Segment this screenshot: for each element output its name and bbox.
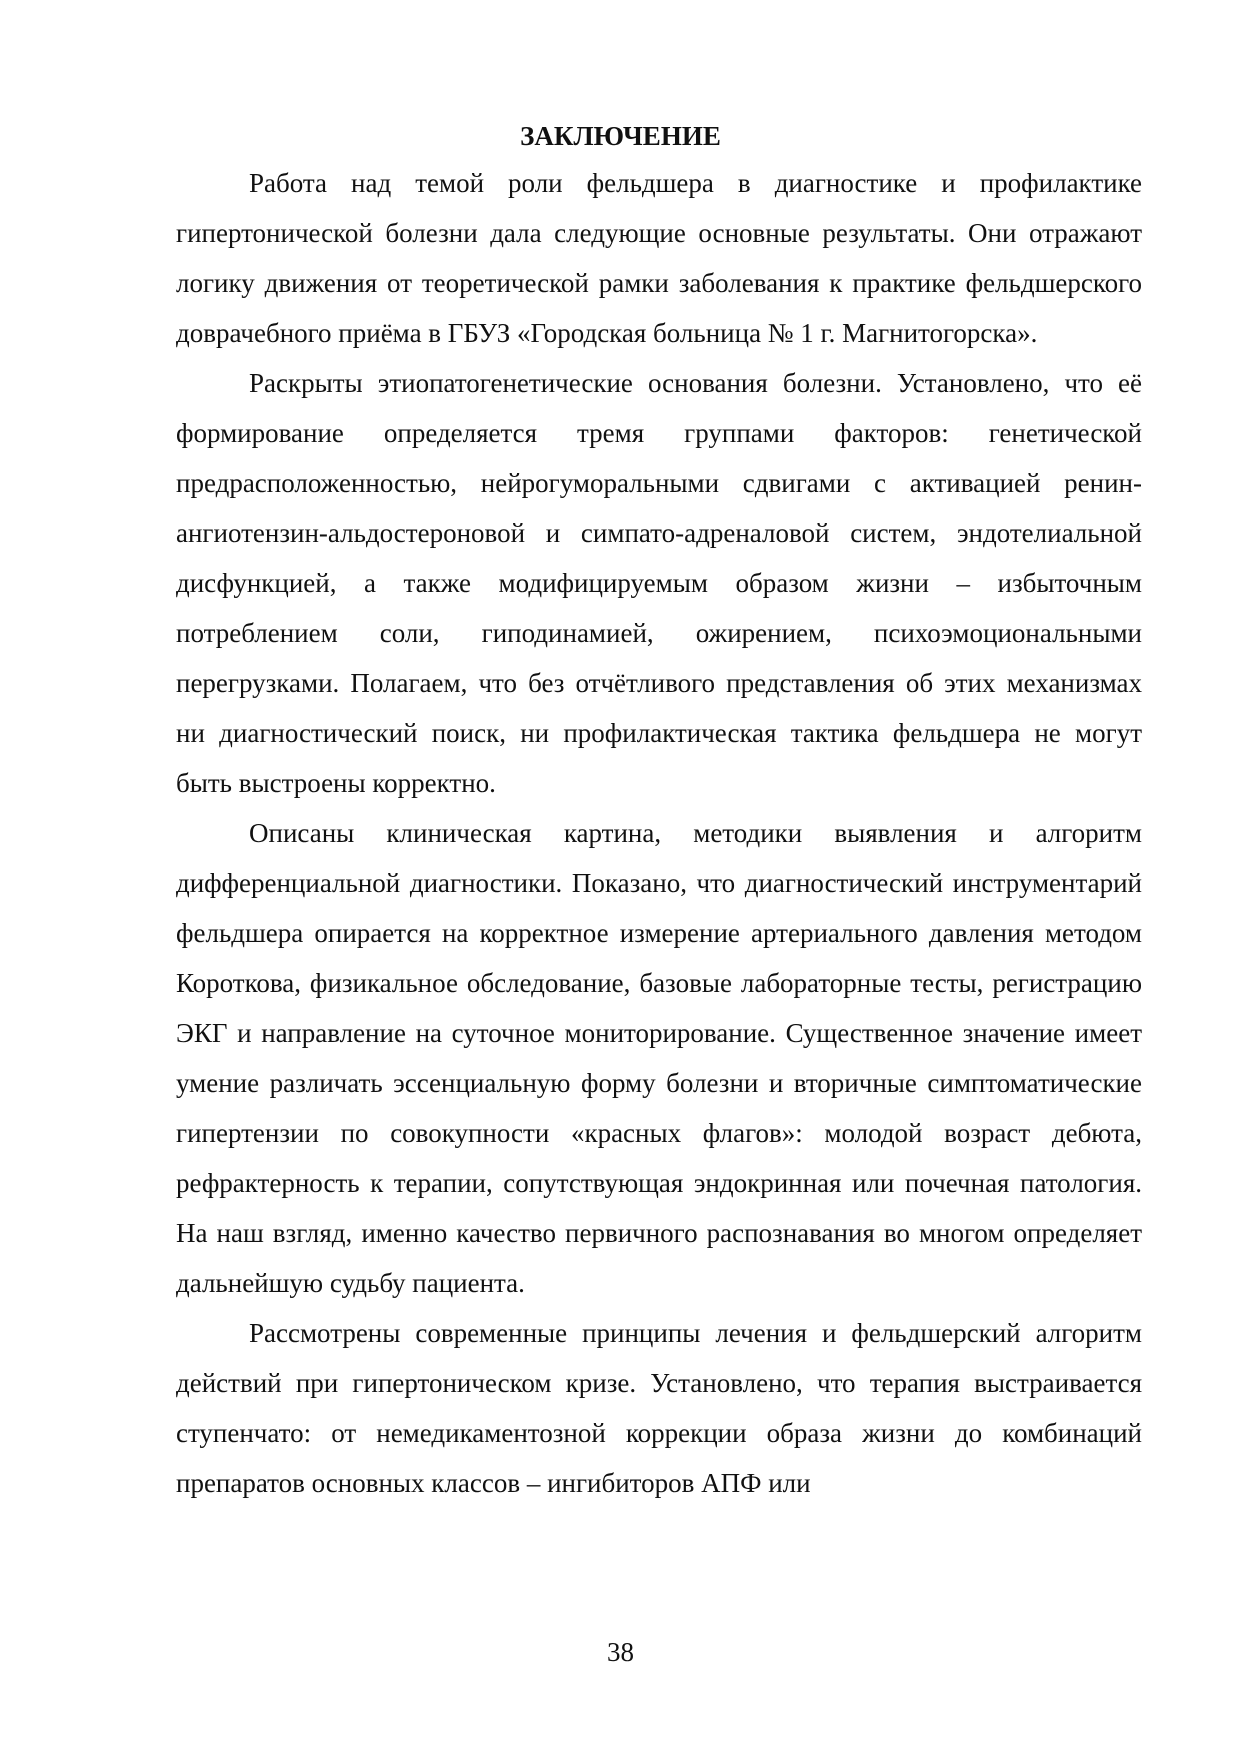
paragraph-4: Рассмотрены современные принципы лечения и фельдшерский алгоритм действий при гипертоническом кризе. Установлено, что терапия выстраивается ступенчато: от немедикаментозной коррекции образа жизни до комбинаций препаратов основных классов – ингибиторов АПФ или bbox=[176, 1318, 1142, 1498]
page-number: 38 bbox=[607, 1637, 634, 1667]
paragraph-2: Раскрыты этиопатогенетические основания болезни. Установлено, что её формирование определяется тремя группами факторов: генетической предрасположенностью, нейрогуморальными сдвигами с активацией ренин-ангиотензин-альдостероновой и симпато-адреналовой систем, эндотелиальной дисфункцией, а также модифицируемым образом жизни – избыточным потреблением соли, гиподинамией, ожирением, психоэмоциональными перегрузками. Полагаем, что без отчётливого представления об этих механизмах ни диагностический поиск, ни профилактическая тактика фельдшера не могут быть выстроены корректно. bbox=[176, 368, 1142, 798]
paragraph-1: Работа над темой роли фельдшера в диагностике и профилактике гипертонической болезни дала следующие основные результаты. Они отражают логику движения от теоретической рамки заболевания к практике фельдшерского доврачебного приёма в ГБУЗ «Городская больница № 1 г. Магнитогорска». bbox=[176, 168, 1142, 348]
body-text bbox=[176, 158, 1142, 1508]
section-heading: ЗАКЛЮЧЕНИЕ bbox=[520, 121, 721, 151]
paragraph-3: Описаны клиническая картина, методики выявления и алгоритм дифференциальной диагностики. Показано, что диагностический инструментарий фельдшера опирается на корректное измерение артериального давления методом Короткова, физикальное обследование, базовые лабораторные тесты, регистрацию ЭКГ и направление на суточное мониторирование. Существенное значение имеет умение различать эссенциальную форму болезни и вторичные симптоматические гипертензии по совокупности «красных флагов»: молодой возраст дебюта, рефрактерность к терапии, сопутствующая эндокринная или почечная патология. На наш взгляд, именно качество первичного распознавания во многом определяет дальнейшую судьбу пациента. bbox=[176, 818, 1142, 1298]
